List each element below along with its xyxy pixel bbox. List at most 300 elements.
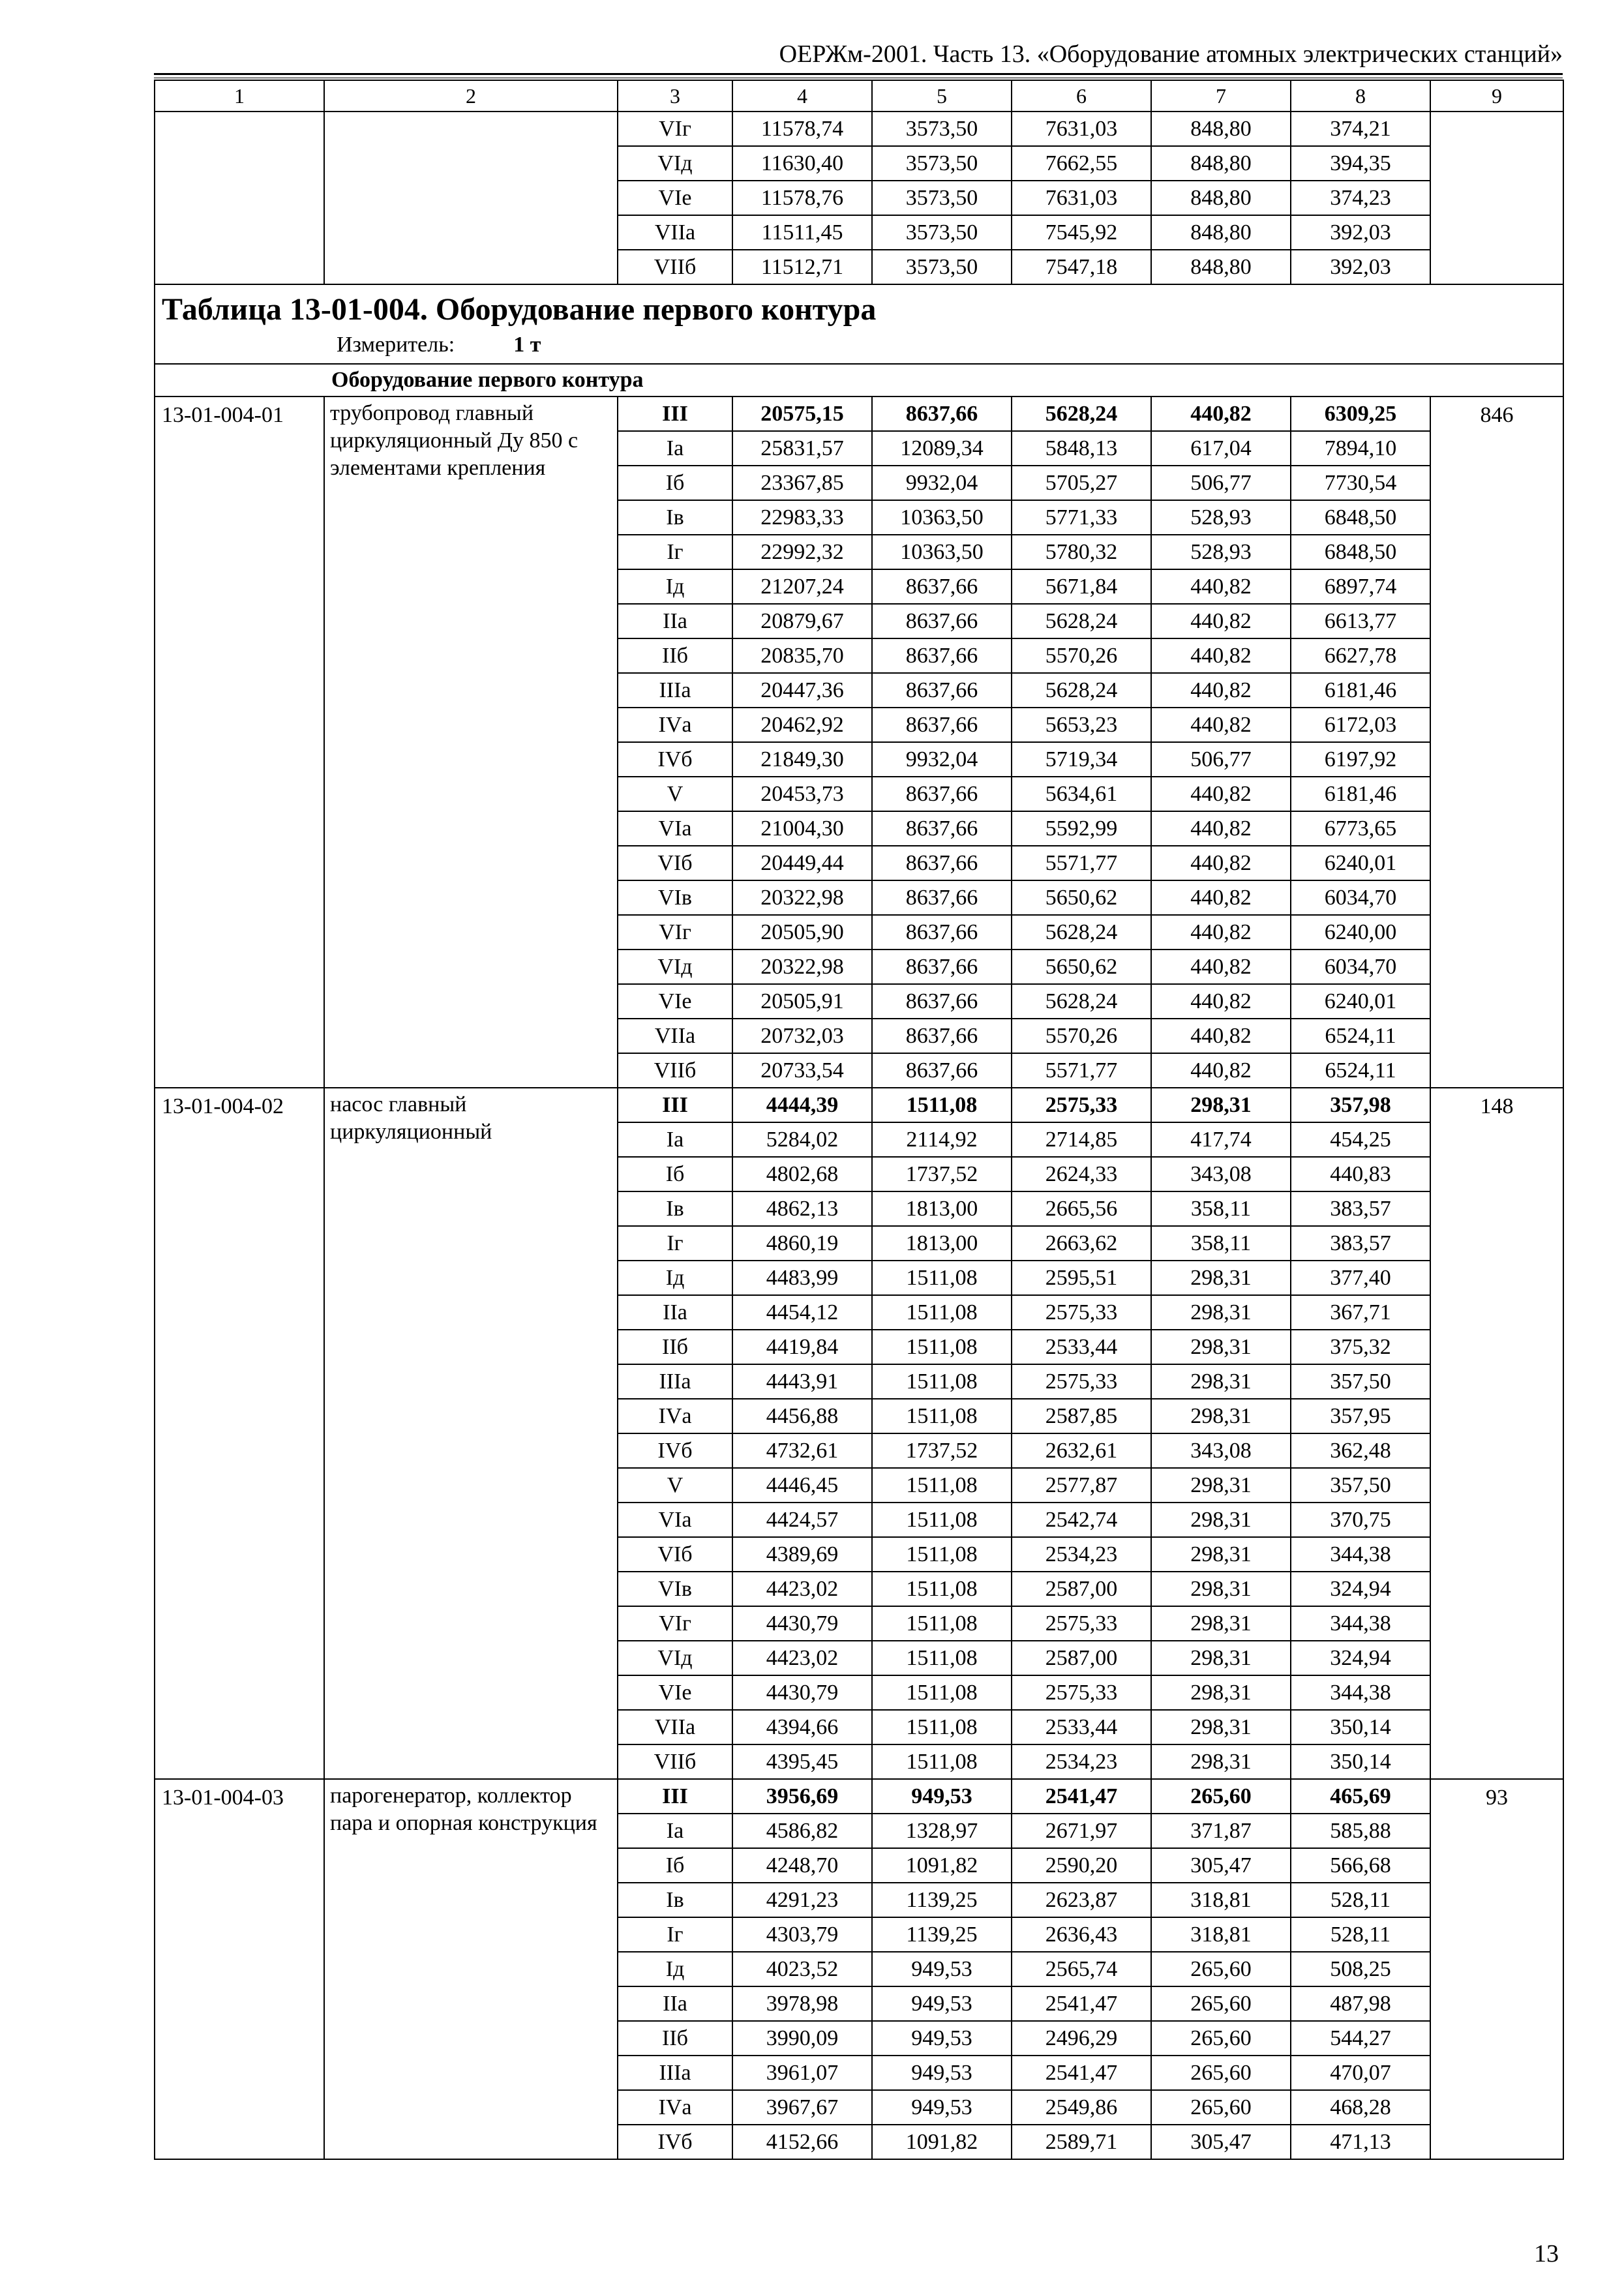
value-cell: 23367,85 <box>732 466 872 500</box>
value-cell: 371,87 <box>1151 1814 1291 1848</box>
value-cell: 298,31 <box>1151 1675 1291 1710</box>
value-cell: 343,08 <box>1151 1433 1291 1468</box>
value-cell: 440,82 <box>1151 915 1291 950</box>
value-cell: 8637,66 <box>872 846 1012 880</box>
value-cell: 5771,33 <box>1012 500 1151 535</box>
zone-cell: Iа <box>618 431 732 466</box>
zone-cell: III <box>618 1088 732 1122</box>
value-cell: 367,71 <box>1291 1295 1430 1330</box>
value-cell: 6897,74 <box>1291 569 1430 604</box>
value-cell: 2671,97 <box>1012 1814 1151 1848</box>
value-cell: 3573,50 <box>872 181 1012 215</box>
value-cell: 2541,47 <box>1012 1986 1151 2021</box>
value-cell: 7547,18 <box>1012 250 1151 284</box>
value-cell: 440,82 <box>1151 811 1291 846</box>
value-cell: 357,95 <box>1291 1399 1430 1433</box>
value-cell: 2587,00 <box>1012 1641 1151 1675</box>
value-cell: 392,03 <box>1291 215 1430 250</box>
value-cell: 21004,30 <box>732 811 872 846</box>
zone-cell: VIб <box>618 1537 732 1572</box>
value-cell: 298,31 <box>1151 1503 1291 1537</box>
value-cell: 3573,50 <box>872 112 1012 146</box>
zone-cell: Iа <box>618 1814 732 1848</box>
value-cell: 4389,69 <box>732 1537 872 1572</box>
value-cell: 4446,45 <box>732 1468 872 1503</box>
table-row <box>155 1779 1563 1814</box>
value-cell: 6309,25 <box>1291 396 1430 431</box>
zone-cell: IIб <box>618 1330 732 1364</box>
value-cell: 383,57 <box>1291 1226 1430 1261</box>
measure-line <box>162 329 1556 361</box>
value-cell: 25831,57 <box>732 431 872 466</box>
section-title: Оборудование первого контура <box>155 364 1563 396</box>
value-cell: 2587,00 <box>1012 1572 1151 1606</box>
value-cell: 6848,50 <box>1291 535 1430 569</box>
zone-cell: IIа <box>618 1295 732 1330</box>
value-cell: 20505,91 <box>732 984 872 1019</box>
value-cell: 440,82 <box>1151 604 1291 638</box>
value-cell: 4430,79 <box>732 1606 872 1641</box>
value-cell: 471,13 <box>1291 2125 1430 2159</box>
value-cell: 357,98 <box>1291 1088 1430 1122</box>
value-cell: 344,38 <box>1291 1537 1430 1572</box>
column-number: 7 <box>1151 80 1291 112</box>
value-cell: 1511,08 <box>872 1088 1012 1122</box>
value-cell: 4444,39 <box>732 1088 872 1122</box>
page-number: 13 <box>1534 2240 1559 2267</box>
value-cell: 6197,92 <box>1291 742 1430 777</box>
value-cell: 20453,73 <box>732 777 872 811</box>
value-cell: 5570,26 <box>1012 1019 1151 1053</box>
value-cell: 20449,44 <box>732 846 872 880</box>
value-cell: 298,31 <box>1151 1537 1291 1572</box>
value-cell: 6034,70 <box>1291 950 1430 984</box>
zone-cell: IVб <box>618 2125 732 2159</box>
value-cell: 1511,08 <box>872 1399 1012 1433</box>
table-row <box>155 396 1563 431</box>
value-cell: 2665,56 <box>1012 1191 1151 1226</box>
value-cell: 370,75 <box>1291 1503 1430 1537</box>
zone-cell: IVб <box>618 742 732 777</box>
value-cell: 305,47 <box>1151 2125 1291 2159</box>
item-code: 13-01-004-01 <box>155 396 324 1088</box>
zone-cell: VIа <box>618 811 732 846</box>
value-cell: 350,14 <box>1291 1710 1430 1744</box>
value-cell: 5653,23 <box>1012 708 1151 742</box>
column-number: 3 <box>618 80 732 112</box>
zone-cell: IVа <box>618 1399 732 1433</box>
value-cell: 1511,08 <box>872 1261 1012 1295</box>
column-number: 5 <box>872 80 1012 112</box>
value-cell: 298,31 <box>1151 1295 1291 1330</box>
value-cell: 9932,04 <box>872 742 1012 777</box>
zone-cell: VIIб <box>618 250 732 284</box>
value-cell: 949,53 <box>872 1952 1012 1986</box>
value-cell: 949,53 <box>872 1779 1012 1814</box>
value-cell: 1813,00 <box>872 1191 1012 1226</box>
value-cell: 4423,02 <box>732 1572 872 1606</box>
column-number: 6 <box>1012 80 1151 112</box>
value-cell: 318,81 <box>1151 1883 1291 1917</box>
value-cell: 5780,32 <box>1012 535 1151 569</box>
value-cell: 2575,33 <box>1012 1606 1151 1641</box>
value-cell: 298,31 <box>1151 1364 1291 1399</box>
value-cell: 2534,23 <box>1012 1537 1151 1572</box>
value-cell: 5284,02 <box>732 1122 872 1157</box>
zone-cell: VIв <box>618 1572 732 1606</box>
value-cell: 20733,54 <box>732 1053 872 1088</box>
item-name: парогенератор, коллектор пара и опорная конструкция <box>324 1779 618 2159</box>
value-cell: 4586,82 <box>732 1814 872 1848</box>
value-cell: 265,60 <box>1151 1952 1291 1986</box>
item-code: 13-01-004-03 <box>155 1779 324 2159</box>
measure-value: 1 т <box>513 333 541 357</box>
value-cell: 5634,61 <box>1012 777 1151 811</box>
measure-label: Измеритель: <box>337 333 455 357</box>
value-cell: 7730,54 <box>1291 466 1430 500</box>
zone-cell: Iб <box>618 466 732 500</box>
zone-cell: VIд <box>618 950 732 984</box>
value-cell: 440,82 <box>1151 673 1291 708</box>
zone-cell: VIг <box>618 112 732 146</box>
value-cell: 8637,66 <box>872 396 1012 431</box>
value-cell: 5570,26 <box>1012 638 1151 673</box>
zone-cell: VIIб <box>618 1744 732 1779</box>
value-cell: 617,04 <box>1151 431 1291 466</box>
value-cell: 343,08 <box>1151 1157 1291 1191</box>
value-cell: 7662,55 <box>1012 146 1151 181</box>
value-cell: 11578,74 <box>732 112 872 146</box>
zone-cell: IVб <box>618 1433 732 1468</box>
value-cell: 1737,52 <box>872 1157 1012 1191</box>
zone-cell: VIг <box>618 1606 732 1641</box>
zone-cell: IIа <box>618 604 732 638</box>
value-cell: 3990,09 <box>732 2021 872 2056</box>
value-cell: 417,74 <box>1151 1122 1291 1157</box>
zone-cell: VIIа <box>618 1019 732 1053</box>
zone-cell: VIе <box>618 984 732 1019</box>
value-cell: 2636,43 <box>1012 1917 1151 1952</box>
value-cell: 22992,32 <box>732 535 872 569</box>
value-cell: 4291,23 <box>732 1883 872 1917</box>
zone-cell: III <box>618 1779 732 1814</box>
value-cell: 440,82 <box>1151 1019 1291 1053</box>
item-name: насос главный циркуляционный <box>324 1088 618 1779</box>
value-cell: 1091,82 <box>872 2125 1012 2159</box>
value-cell: 6524,11 <box>1291 1019 1430 1053</box>
value-cell: 2587,85 <box>1012 1399 1151 1433</box>
zone-cell: VIа <box>618 1503 732 1537</box>
value-cell: 21849,30 <box>732 742 872 777</box>
value-cell: 506,77 <box>1151 742 1291 777</box>
value-cell: 265,60 <box>1151 1986 1291 2021</box>
zone-cell: III <box>618 396 732 431</box>
value-cell: 4483,99 <box>732 1261 872 1295</box>
value-cell: 3573,50 <box>872 146 1012 181</box>
value-cell: 2541,47 <box>1012 2056 1151 2090</box>
value-cell: 2114,92 <box>872 1122 1012 1157</box>
value-cell: 8637,66 <box>872 984 1012 1019</box>
value-cell: 20322,98 <box>732 880 872 915</box>
value-cell: 3967,67 <box>732 2090 872 2125</box>
value-cell: 440,82 <box>1151 880 1291 915</box>
value-cell: 4424,57 <box>732 1503 872 1537</box>
value-cell: 318,81 <box>1151 1917 1291 1952</box>
value-cell: 2663,62 <box>1012 1226 1151 1261</box>
item-code: 13-01-004-02 <box>155 1088 324 1779</box>
value-cell: 848,80 <box>1151 112 1291 146</box>
value-cell: 305,47 <box>1151 1848 1291 1883</box>
value-cell: 350,14 <box>1291 1744 1430 1779</box>
value-cell: 3573,50 <box>872 215 1012 250</box>
zone-cell: Iб <box>618 1157 732 1191</box>
value-cell: 374,21 <box>1291 112 1430 146</box>
value-cell: 298,31 <box>1151 1641 1291 1675</box>
zone-cell: V <box>618 777 732 811</box>
name-cell <box>324 112 618 284</box>
value-cell: 470,07 <box>1291 2056 1430 2090</box>
value-cell: 265,60 <box>1151 2056 1291 2090</box>
value-cell: 2542,74 <box>1012 1503 1151 1537</box>
value-cell: 949,53 <box>872 2090 1012 2125</box>
value-cell: 6627,78 <box>1291 638 1430 673</box>
value-cell: 544,27 <box>1291 2021 1430 2056</box>
zone-cell: VIе <box>618 181 732 215</box>
table-title-cell <box>155 284 1563 364</box>
value-cell: 298,31 <box>1151 1399 1291 1433</box>
table-row <box>155 1088 1563 1122</box>
column-number: 9 <box>1430 80 1563 112</box>
zone-cell: Iд <box>618 569 732 604</box>
value-cell: 440,82 <box>1151 1053 1291 1088</box>
value-cell: 1813,00 <box>872 1226 1012 1261</box>
value-cell: 4862,13 <box>732 1191 872 1226</box>
value-cell: 21207,24 <box>732 569 872 604</box>
value-cell: 440,82 <box>1151 638 1291 673</box>
value-cell: 362,48 <box>1291 1433 1430 1468</box>
value-cell: 6613,77 <box>1291 604 1430 638</box>
value-cell: 440,82 <box>1151 950 1291 984</box>
value-cell: 5592,99 <box>1012 811 1151 846</box>
zone-cell: IIб <box>618 638 732 673</box>
value-cell: 11512,71 <box>732 250 872 284</box>
item-col9: 93 <box>1430 1779 1563 2159</box>
value-cell: 1511,08 <box>872 1330 1012 1364</box>
value-cell: 6240,01 <box>1291 846 1430 880</box>
value-cell: 1511,08 <box>872 1606 1012 1641</box>
column-number: 1 <box>155 80 324 112</box>
value-cell: 298,31 <box>1151 1744 1291 1779</box>
value-cell: 5848,13 <box>1012 431 1151 466</box>
zone-cell: V <box>618 1468 732 1503</box>
value-cell: 7545,92 <box>1012 215 1151 250</box>
item-name: трубопровод главный циркуляционный Ду 850 с элементами крепления <box>324 396 618 1088</box>
value-cell: 344,38 <box>1291 1606 1430 1641</box>
value-cell: 2595,51 <box>1012 1261 1151 1295</box>
value-cell: 298,31 <box>1151 1330 1291 1364</box>
value-cell: 8637,66 <box>872 915 1012 950</box>
value-cell: 2632,61 <box>1012 1433 1151 1468</box>
value-cell: 3961,07 <box>732 2056 872 2090</box>
value-cell: 1091,82 <box>872 1848 1012 1883</box>
zone-cell: Iд <box>618 1952 732 1986</box>
value-cell: 2533,44 <box>1012 1710 1151 1744</box>
col9-cell <box>1430 112 1563 284</box>
zone-cell: Iв <box>618 1883 732 1917</box>
zone-cell: VIIа <box>618 215 732 250</box>
value-cell: 5571,77 <box>1012 1053 1151 1088</box>
item-col9: 846 <box>1430 396 1563 1088</box>
value-cell: 6848,50 <box>1291 500 1430 535</box>
value-cell: 2623,87 <box>1012 1883 1151 1917</box>
value-cell: 324,94 <box>1291 1641 1430 1675</box>
value-cell: 506,77 <box>1151 466 1291 500</box>
column-number: 4 <box>732 80 872 112</box>
value-cell: 4443,91 <box>732 1364 872 1399</box>
value-cell: 528,93 <box>1151 500 1291 535</box>
zone-cell: Iа <box>618 1122 732 1157</box>
value-cell: 4423,02 <box>732 1641 872 1675</box>
zone-cell: IIIа <box>618 1364 732 1399</box>
value-cell: 6181,46 <box>1291 673 1430 708</box>
value-cell: 11511,45 <box>732 215 872 250</box>
value-cell: 20575,15 <box>732 396 872 431</box>
table-row <box>155 112 1563 146</box>
value-cell: 440,82 <box>1151 396 1291 431</box>
value-cell: 3956,69 <box>732 1779 872 1814</box>
zone-cell: IIIа <box>618 2056 732 2090</box>
code-cell <box>155 112 324 284</box>
zone-cell: IIб <box>618 2021 732 2056</box>
table-title: Таблица 13-01-004. Оборудование первого контура <box>162 292 877 327</box>
value-cell: 440,82 <box>1151 846 1291 880</box>
value-cell: 4419,84 <box>732 1330 872 1364</box>
value-cell: 2541,47 <box>1012 1779 1151 1814</box>
zone-cell: Iг <box>618 535 732 569</box>
zone-cell: IVа <box>618 708 732 742</box>
value-cell: 2533,44 <box>1012 1330 1151 1364</box>
value-cell: 8637,66 <box>872 1019 1012 1053</box>
column-number: 2 <box>324 80 618 112</box>
value-cell: 2575,33 <box>1012 1295 1151 1330</box>
value-cell: 357,50 <box>1291 1468 1430 1503</box>
value-cell: 8637,66 <box>872 811 1012 846</box>
zone-cell: Iд <box>618 1261 732 1295</box>
value-cell: 440,82 <box>1151 984 1291 1019</box>
value-cell: 298,31 <box>1151 1710 1291 1744</box>
value-cell: 5650,62 <box>1012 950 1151 984</box>
value-cell: 528,11 <box>1291 1917 1430 1952</box>
value-cell: 4454,12 <box>732 1295 872 1330</box>
value-cell: 11630,40 <box>732 146 872 181</box>
value-cell: 5628,24 <box>1012 673 1151 708</box>
value-cell: 375,32 <box>1291 1330 1430 1364</box>
value-cell: 265,60 <box>1151 2021 1291 2056</box>
value-cell: 1511,08 <box>872 1641 1012 1675</box>
value-cell: 1511,08 <box>872 1572 1012 1606</box>
price-table <box>154 80 1564 2160</box>
value-cell: 440,83 <box>1291 1157 1430 1191</box>
value-cell: 298,31 <box>1151 1088 1291 1122</box>
value-cell: 7631,03 <box>1012 181 1151 215</box>
value-cell: 1139,25 <box>872 1883 1012 1917</box>
value-cell: 8637,66 <box>872 673 1012 708</box>
value-cell: 358,11 <box>1151 1226 1291 1261</box>
value-cell: 20462,92 <box>732 708 872 742</box>
value-cell: 392,03 <box>1291 250 1430 284</box>
value-cell: 4023,52 <box>732 1952 872 1986</box>
value-cell: 508,25 <box>1291 1952 1430 1986</box>
value-cell: 357,50 <box>1291 1364 1430 1399</box>
value-cell: 265,60 <box>1151 1779 1291 1814</box>
value-cell: 1511,08 <box>872 1537 1012 1572</box>
value-cell: 8637,66 <box>872 777 1012 811</box>
value-cell: 4456,88 <box>732 1399 872 1433</box>
value-cell: 440,82 <box>1151 569 1291 604</box>
zone-cell: Iб <box>618 1848 732 1883</box>
value-cell: 848,80 <box>1151 181 1291 215</box>
value-cell: 6172,03 <box>1291 708 1430 742</box>
value-cell: 4394,66 <box>732 1710 872 1744</box>
section-row <box>155 364 1563 396</box>
zone-cell: IIIа <box>618 673 732 708</box>
value-cell: 2589,71 <box>1012 2125 1151 2159</box>
value-cell: 487,98 <box>1291 1986 1430 2021</box>
zone-cell: VIIб <box>618 1053 732 1088</box>
value-cell: 298,31 <box>1151 1606 1291 1641</box>
value-cell: 4152,66 <box>732 2125 872 2159</box>
zone-cell: VIв <box>618 880 732 915</box>
value-cell: 454,25 <box>1291 1122 1430 1157</box>
zone-cell: VIIа <box>618 1710 732 1744</box>
value-cell: 585,88 <box>1291 1814 1430 1848</box>
table-body <box>155 80 1563 2159</box>
value-cell: 5650,62 <box>1012 880 1151 915</box>
value-cell: 3978,98 <box>732 1986 872 2021</box>
value-cell: 374,23 <box>1291 181 1430 215</box>
value-cell: 11578,76 <box>732 181 872 215</box>
value-cell: 949,53 <box>872 2021 1012 2056</box>
table-title-row <box>155 284 1563 364</box>
value-cell: 949,53 <box>872 1986 1012 2021</box>
value-cell: 5628,24 <box>1012 396 1151 431</box>
page-header: ОЕРЖм-2001. Часть 13. «Оборудование атомных электрических станций» <box>154 39 1563 75</box>
value-cell: 566,68 <box>1291 1848 1430 1883</box>
value-cell: 20879,67 <box>732 604 872 638</box>
value-cell: 358,11 <box>1151 1191 1291 1226</box>
value-cell: 5719,34 <box>1012 742 1151 777</box>
value-cell: 377,40 <box>1291 1261 1430 1295</box>
value-cell: 5671,84 <box>1012 569 1151 604</box>
value-cell: 1511,08 <box>872 1295 1012 1330</box>
value-cell: 6240,01 <box>1291 984 1430 1019</box>
value-cell: 22983,33 <box>732 500 872 535</box>
value-cell: 12089,34 <box>872 431 1012 466</box>
item-col9: 148 <box>1430 1088 1563 1779</box>
value-cell: 528,93 <box>1151 535 1291 569</box>
value-cell: 7894,10 <box>1291 431 1430 466</box>
value-cell: 8637,66 <box>872 569 1012 604</box>
value-cell: 8637,66 <box>872 950 1012 984</box>
value-cell: 324,94 <box>1291 1572 1430 1606</box>
value-cell: 298,31 <box>1151 1261 1291 1295</box>
value-cell: 383,57 <box>1291 1191 1430 1226</box>
column-number: 8 <box>1291 80 1430 112</box>
value-cell: 440,82 <box>1151 708 1291 742</box>
value-cell: 4303,79 <box>732 1917 872 1952</box>
value-cell: 4732,61 <box>732 1433 872 1468</box>
value-cell: 4802,68 <box>732 1157 872 1191</box>
